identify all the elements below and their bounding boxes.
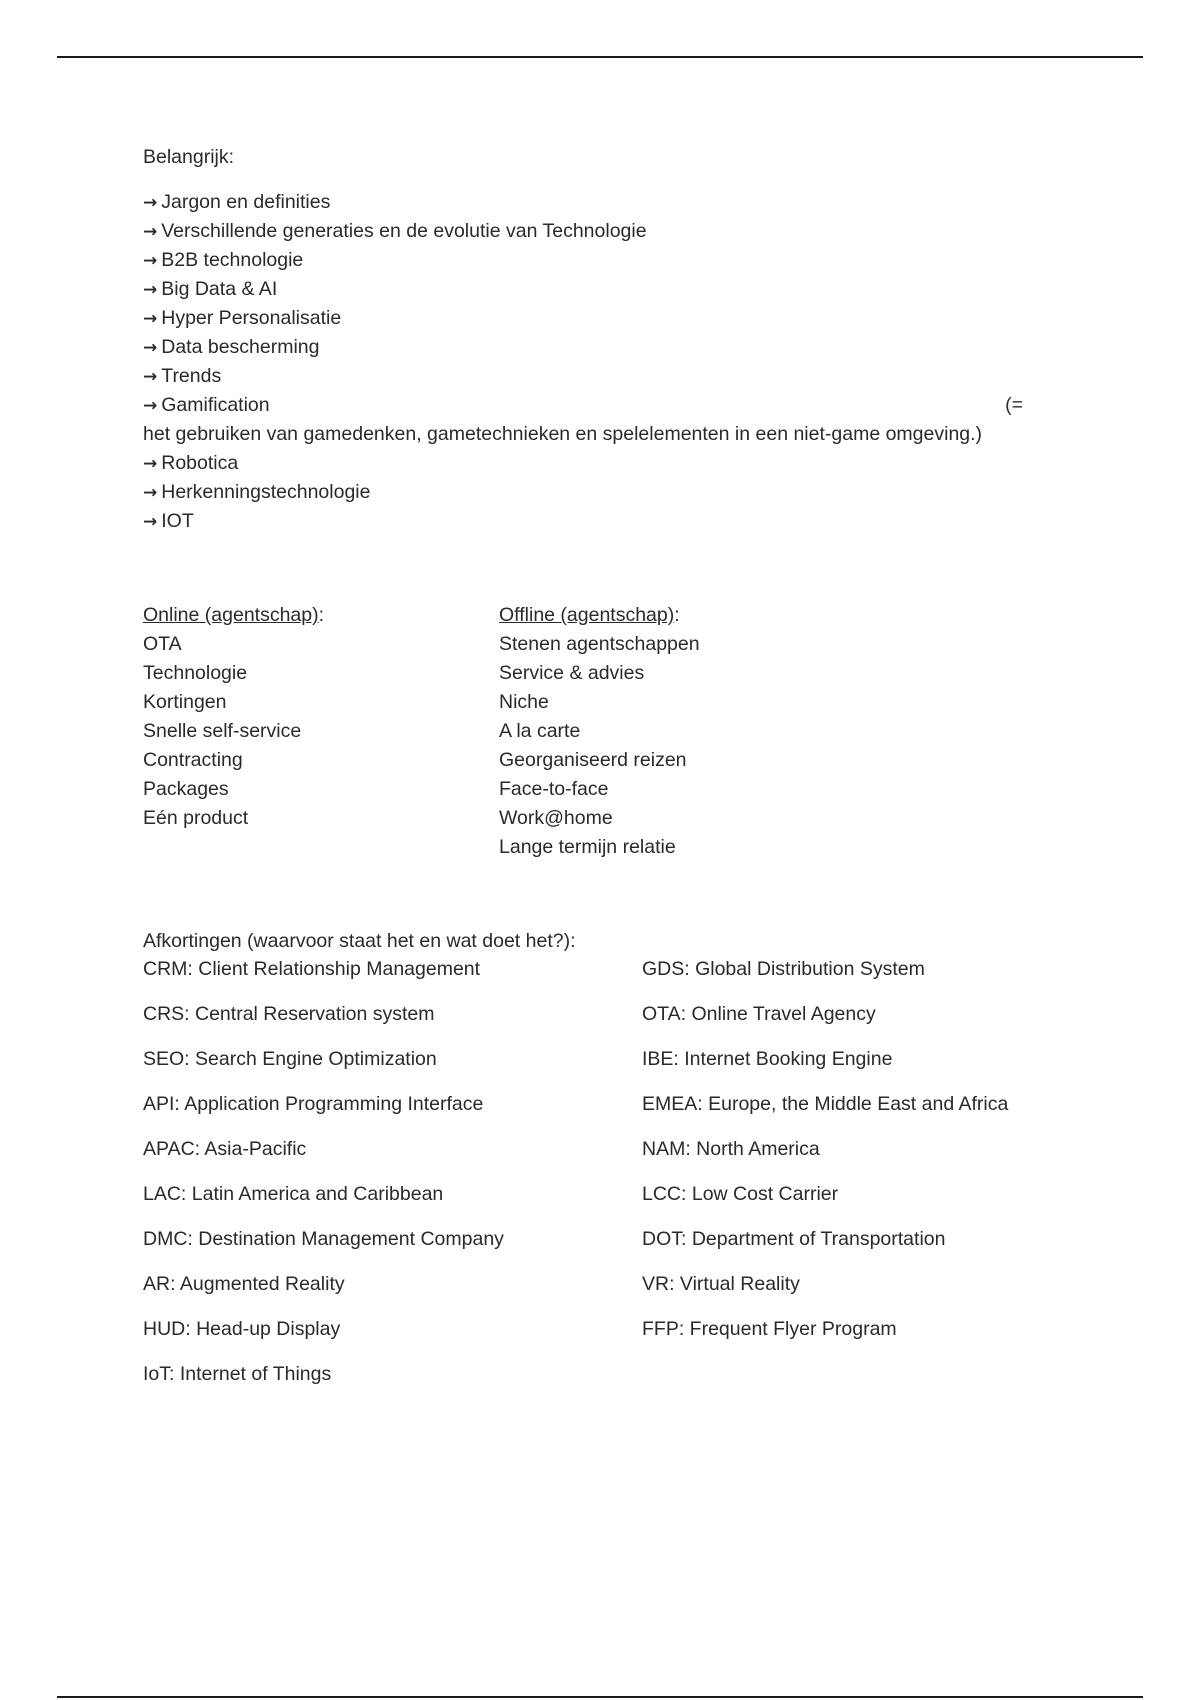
abbreviation-entry: VR: Virtual Reality: [642, 1273, 800, 1295]
abbreviation-entry: HUD: Head-up Display: [143, 1318, 341, 1340]
list-item: Packages: [143, 778, 229, 800]
list-item: A la carte: [499, 720, 581, 742]
abbreviation-entry: IoT: Internet of Things: [143, 1363, 332, 1385]
abbreviation-row: [143, 1270, 1043, 1315]
arrow-right-icon: →: [143, 367, 158, 387]
section-heading-belangrijk: Belangrijk:: [143, 146, 235, 168]
list-item: Technologie: [143, 662, 248, 684]
bullet-item: → Robotica: [143, 452, 239, 474]
arrow-right-icon: →: [143, 222, 158, 242]
list-item: Kortingen: [143, 691, 227, 713]
abbreviation-entry: SEO: Search Engine Optimization: [143, 1048, 437, 1070]
bullet-item: → B2B technologie: [143, 249, 304, 271]
abbreviation-entry: GDS: Global Distribution System: [642, 958, 925, 980]
arrow-right-icon: →: [143, 512, 158, 532]
abbreviation-entry: LAC: Latin America and Caribbean: [143, 1183, 444, 1205]
list-item: Stenen agentschappen: [499, 633, 700, 655]
list-item: Face-to-face: [499, 778, 609, 800]
gamification-definition: het gebruiken van gamedenken, gametechnieken en spelelementen in een niet-game omgeving.): [143, 423, 983, 445]
abbreviation-entry: DMC: Destination Management Company: [143, 1228, 504, 1250]
abbreviation-row: [143, 1090, 1043, 1135]
list-item: Lange termijn relatie: [499, 836, 676, 858]
bullet-item: → Verschillende generaties en de evolutie van Technologie: [143, 220, 647, 242]
arrow-right-icon: →: [143, 251, 158, 271]
arrow-right-icon: →: [143, 193, 158, 213]
arrow-right-icon: →: [143, 454, 158, 474]
list-item: Eén product: [143, 807, 249, 829]
important-topics-list: [143, 188, 1023, 536]
offline-agency-title: Offline (agentschap):: [499, 604, 680, 626]
abbreviation-row: [143, 1360, 1043, 1405]
bullet-item: → Data bescherming: [143, 336, 320, 358]
abbreviation-entry: LCC: Low Cost Carrier: [642, 1183, 839, 1205]
abbreviation-entry: EMEA: Europe, the Middle East and Africa: [642, 1093, 1009, 1115]
abbreviation-entry: APAC: Asia-Pacific: [143, 1138, 307, 1160]
abbreviation-entry: NAM: North America: [642, 1138, 820, 1160]
bullet-item: → Jargon en definities: [143, 191, 331, 213]
abbreviation-row: [143, 1045, 1043, 1090]
abbreviation-entry: API: Application Programming Interface: [143, 1093, 484, 1115]
bullet-item: → IOT: [143, 510, 194, 532]
arrow-right-icon: →: [143, 396, 158, 416]
arrow-right-icon: →: [143, 280, 158, 300]
online-agency-column: [143, 601, 324, 833]
bullet-item: → Big Data & AI: [143, 278, 278, 300]
bullet-item: → Hyper Personalisatie: [143, 307, 342, 329]
list-item: Snelle self-service: [143, 720, 302, 742]
list-item: Niche: [499, 691, 549, 713]
gamification-definition-open: (=: [1005, 394, 1023, 416]
abbreviation-entry: IBE: Internet Booking Engine: [642, 1048, 893, 1070]
abbreviation-entry: OTA: Online Travel Agency: [642, 1003, 876, 1025]
footer-rule: [57, 1696, 1143, 1698]
list-item: Work@home: [499, 807, 613, 829]
offline-agency-column: [499, 601, 700, 862]
header-rule: [57, 56, 1143, 58]
list-item: OTA: [143, 633, 182, 655]
abbreviation-row: [143, 1225, 1043, 1270]
abbreviation-row: [143, 955, 1043, 1000]
abbreviation-entry: CRM: Client Relationship Management: [143, 958, 481, 980]
abbreviation-row: [143, 1180, 1043, 1225]
abbreviations-title: Afkortingen (waarvoor staat het en wat doet het?):: [143, 930, 576, 952]
abbreviation-row: [143, 1315, 1043, 1360]
abbreviation-entry: AR: Augmented Reality: [143, 1273, 345, 1295]
abbreviation-entry: FFP: Frequent Flyer Program: [642, 1318, 897, 1340]
list-item: Contracting: [143, 749, 243, 771]
bullet-item: → Trends: [143, 365, 222, 387]
list-item: Service & advies: [499, 662, 645, 684]
abbreviation-row: [143, 1000, 1043, 1045]
arrow-right-icon: →: [143, 338, 158, 358]
online-agency-title: Online (agentschap):: [143, 604, 325, 626]
bullet-item-gamification: → Gamification (=: [143, 391, 1023, 420]
list-item: Georganiseerd reizen: [499, 749, 687, 771]
abbreviation-entry: DOT: Department of Transportation: [642, 1228, 946, 1250]
arrow-right-icon: →: [143, 309, 158, 329]
abbreviation-row: [143, 1135, 1043, 1180]
abbreviations-list: [143, 955, 1043, 1405]
bullet-item: → Herkenningstechnologie: [143, 481, 371, 503]
abbreviation-entry: CRS: Central Reservation system: [143, 1003, 435, 1025]
arrow-right-icon: →: [143, 483, 158, 503]
